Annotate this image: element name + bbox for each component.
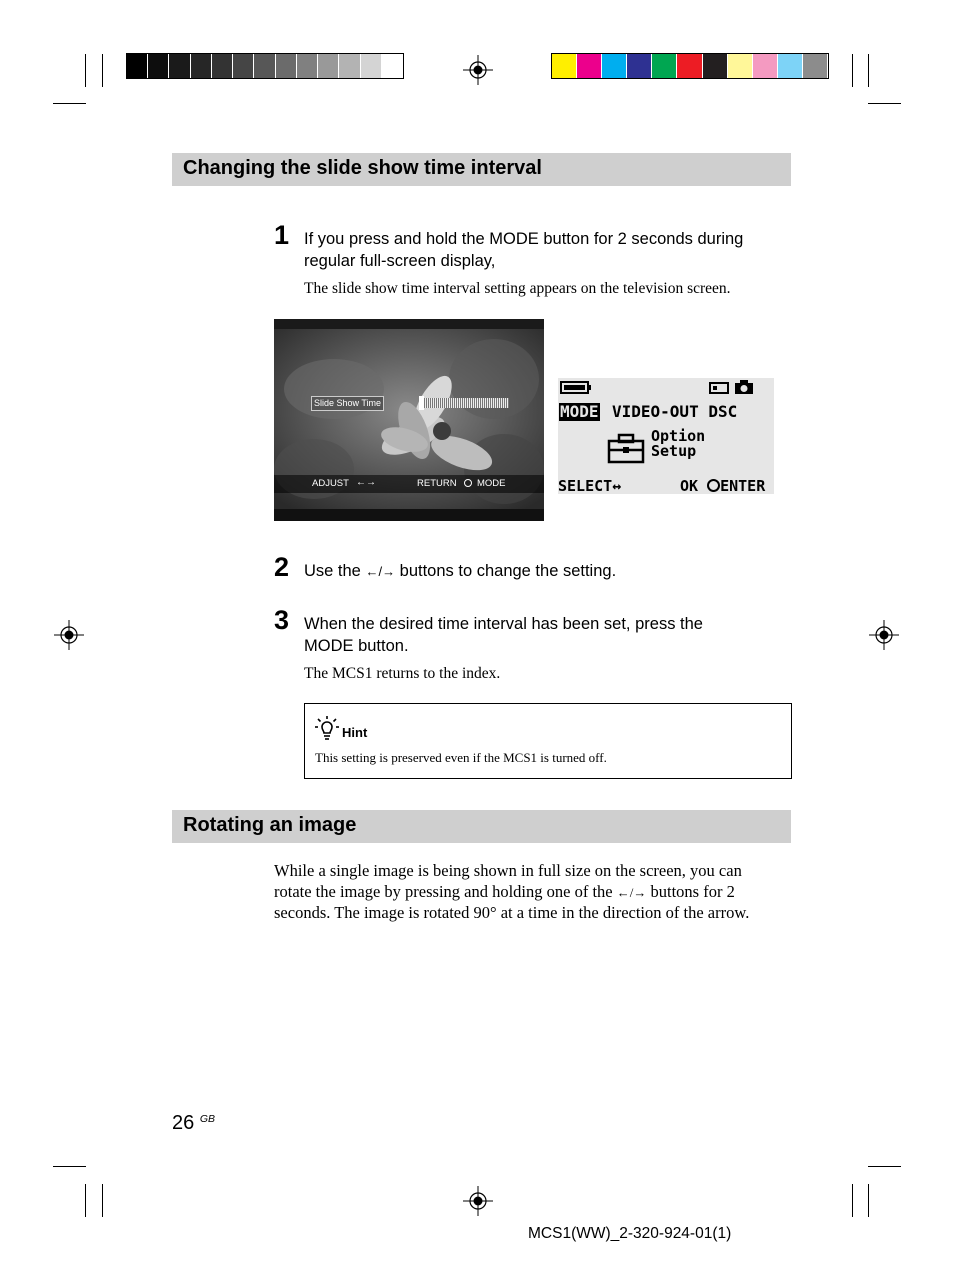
color-swatch xyxy=(627,54,651,78)
section-title: Changing the slide show time interval xyxy=(183,157,542,179)
registration-mark-icon xyxy=(463,1186,493,1216)
page-suffix: GB xyxy=(199,1113,215,1125)
hint-title: Hint xyxy=(342,725,368,740)
step-number: 2 xyxy=(274,552,290,582)
color-bar xyxy=(551,53,829,79)
lcd-ok-enter-label: OK ENTER xyxy=(680,477,766,495)
color-swatch xyxy=(753,54,777,78)
camera-icon xyxy=(734,379,754,395)
left-right-arrow-icon: ←/→ xyxy=(365,564,396,579)
page-number: 26 $^{GB}$ xyxy=(172,1112,215,1134)
step-1-note: The slide show time interval setting appears on the television screen. xyxy=(304,280,731,297)
left-right-arrow-icon: ←→ xyxy=(356,477,376,488)
return-label: RETURN xyxy=(417,478,457,489)
mode-label: MODE xyxy=(477,478,506,489)
color-swatch xyxy=(212,54,232,78)
color-swatch xyxy=(382,54,402,78)
registration-mark-icon xyxy=(54,620,84,650)
mode-options: VIDEO-OUT DSC xyxy=(612,402,738,421)
color-swatch xyxy=(127,54,147,78)
color-swatch xyxy=(361,54,381,78)
step-number: 1 xyxy=(274,220,290,250)
color-swatch xyxy=(577,54,601,78)
tv-osd-bar xyxy=(274,475,544,493)
color-swatch xyxy=(233,54,253,78)
registration-mark-icon xyxy=(463,55,493,85)
color-swatch xyxy=(703,54,727,78)
step-3-text: When the desired time interval has been set, press the MODE button. xyxy=(304,615,703,655)
enter-dial-icon xyxy=(707,479,720,492)
color-swatch xyxy=(148,54,168,78)
toolbox-icon xyxy=(606,432,646,464)
color-swatch xyxy=(339,54,359,78)
section-title: Rotating an image xyxy=(183,814,357,836)
color-swatch xyxy=(778,54,802,78)
step-1-text: If you press and hold the MODE button for 2 seconds during regular full-screen display, xyxy=(304,230,744,270)
left-right-arrow-icon: ↔ xyxy=(612,477,622,495)
memory-card-icon xyxy=(708,381,732,395)
tv-screen-image xyxy=(274,319,544,521)
gray-scale-bar xyxy=(126,53,404,79)
battery-icon xyxy=(560,381,592,395)
color-swatch xyxy=(552,54,576,78)
hint-text: This setting is preserved even if the MCS1 is turned off. xyxy=(315,750,607,765)
interval-slider[interactable] xyxy=(419,398,509,408)
option-setup-label: Option Setup xyxy=(651,427,706,460)
step-2-text: Use the ←/→ buttons to change the setting. xyxy=(304,562,617,580)
lightbulb-hint-icon xyxy=(315,715,339,741)
circle-button-icon xyxy=(464,479,472,487)
color-swatch xyxy=(652,54,676,78)
slide-show-time-label: Slide Show Time xyxy=(311,396,384,411)
document-code: MCS1(WW)_2-320-924-01(1) xyxy=(528,1225,732,1242)
registration-mark-icon xyxy=(869,620,899,650)
color-swatch xyxy=(318,54,338,78)
hint-box xyxy=(304,703,792,779)
mode-tag: MODE xyxy=(560,402,599,421)
color-swatch xyxy=(169,54,189,78)
step-number: 3 xyxy=(274,605,290,635)
lcd-select-label: SELECT↔ xyxy=(558,477,622,495)
section-header-rotating xyxy=(172,810,791,843)
color-swatch xyxy=(276,54,296,78)
color-swatch xyxy=(297,54,317,78)
color-swatch xyxy=(728,54,752,78)
color-swatch xyxy=(677,54,701,78)
lcd-screen xyxy=(558,378,774,494)
slider-fill xyxy=(419,396,424,410)
rotate-paragraph: While a single image is being shown in full size on the screen, you can rotate the image by pressing and holding one of the ←/→ buttons for 2 seconds. The image is rotated 90° at a time in the direction of the arrow. xyxy=(274,861,750,922)
color-swatch xyxy=(191,54,211,78)
step-3-note: The MCS1 returns to the index. xyxy=(304,665,501,682)
left-right-arrow-icon: ←/→ xyxy=(616,884,647,900)
section-header-slide-show xyxy=(172,153,791,186)
color-swatch xyxy=(254,54,274,78)
color-swatch xyxy=(803,54,827,78)
adjust-label: ADJUST xyxy=(312,478,349,489)
color-swatch xyxy=(602,54,626,78)
